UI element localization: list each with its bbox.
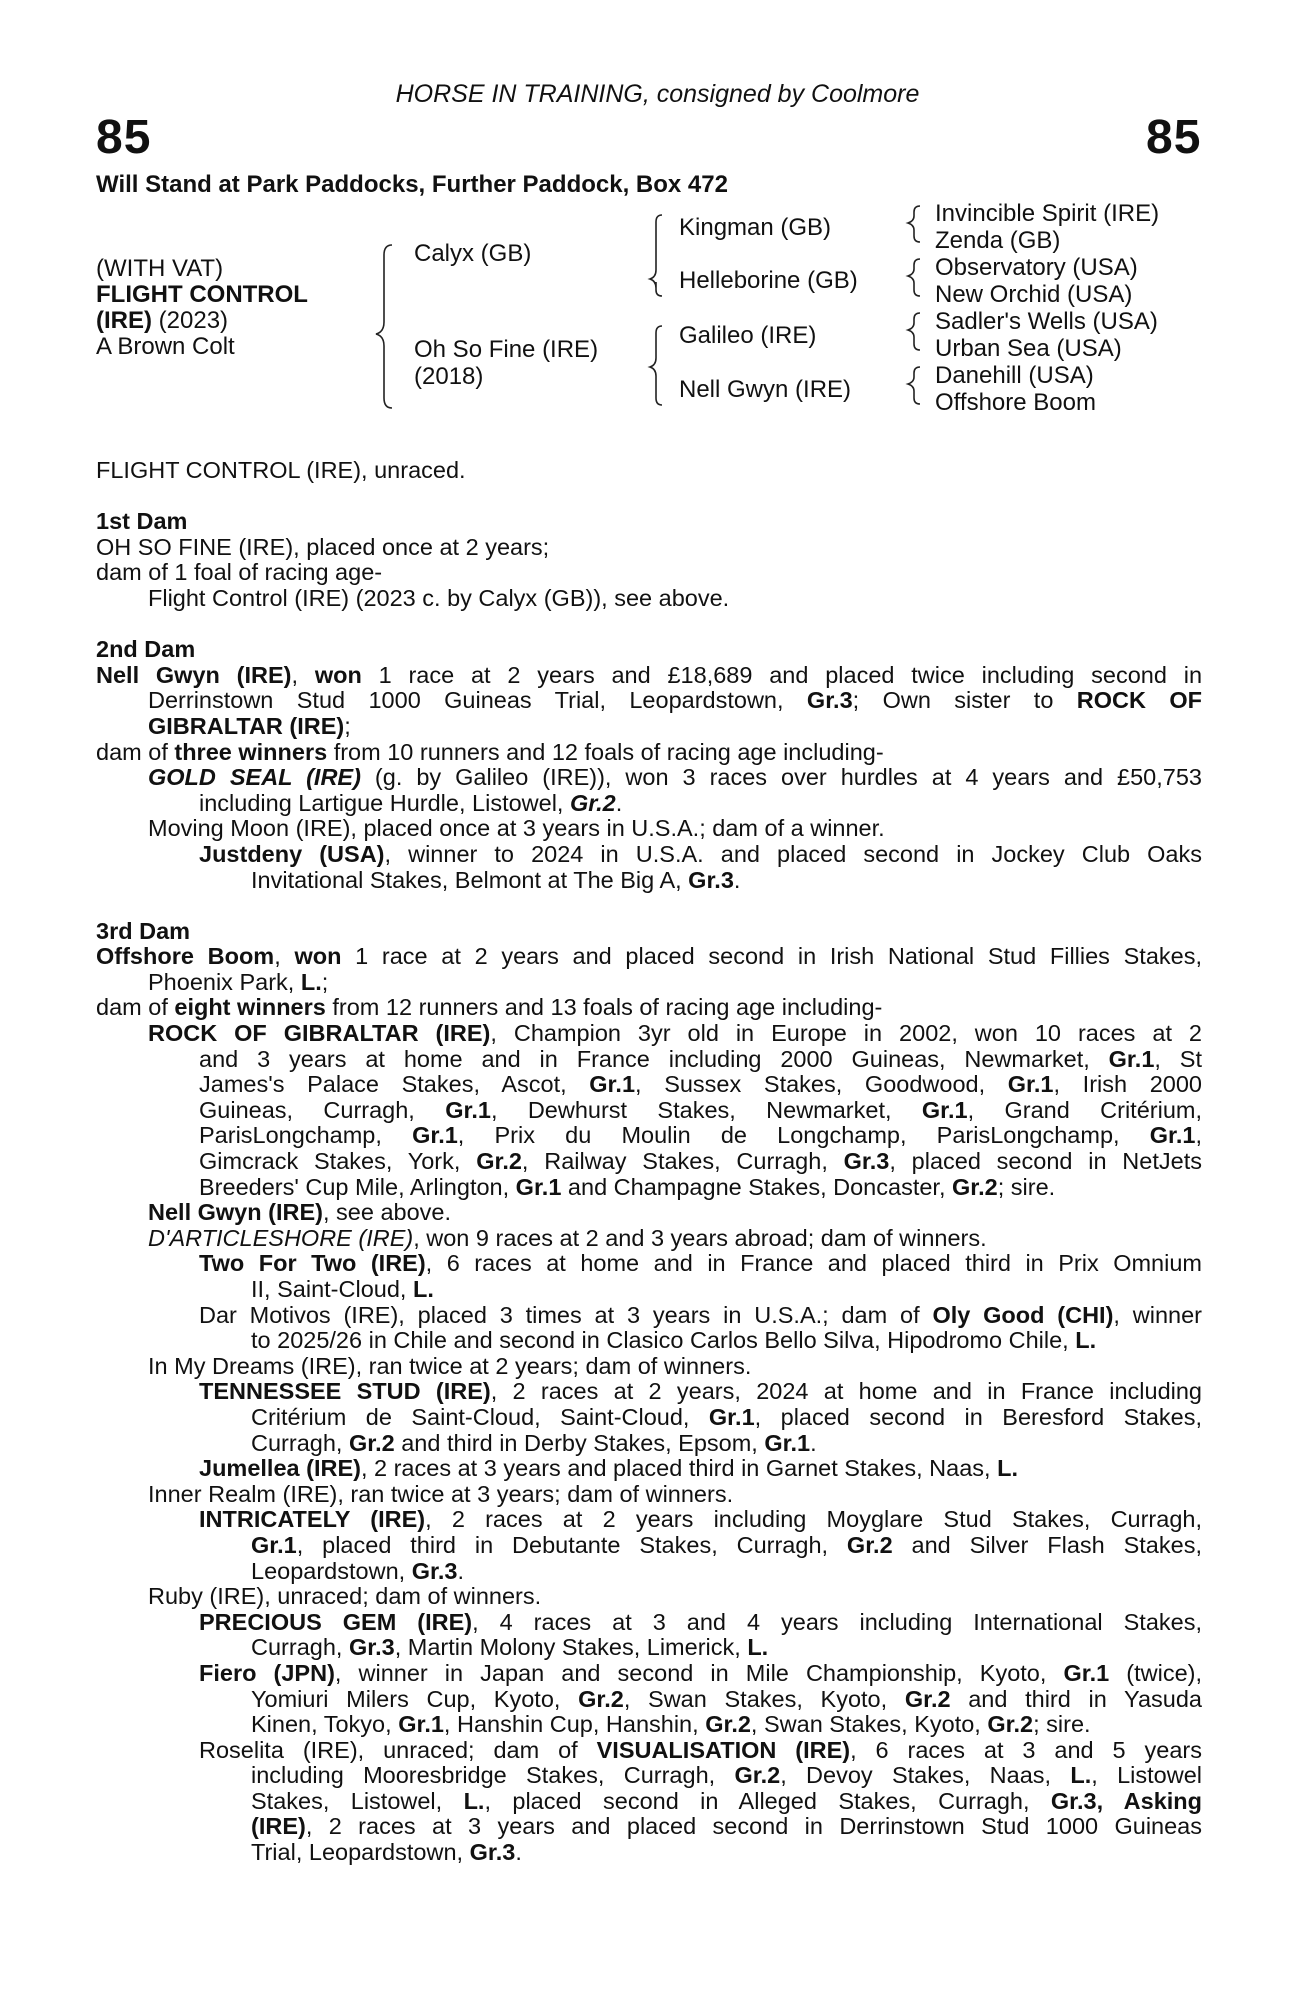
text: Derrinstown Stud 1000 Guineas Trial, Leopardstown,	[148, 687, 807, 714]
progeny-line	[96, 1226, 1202, 1252]
progeny-line	[96, 1431, 1202, 1457]
grade: Gr.3	[806, 687, 853, 714]
text: ;	[344, 712, 351, 739]
text: 1 race at 2 years and placed second in Irish National Stud Fillies Stakes,	[341, 943, 1203, 970]
third-dam-name: Offshore Boom	[96, 943, 275, 970]
dam-sire: Galileo (IRE)	[679, 322, 817, 349]
text-run: .	[810, 1429, 817, 1456]
text-run: Gr.2	[476, 1148, 522, 1175]
text-run: Two For Two (IRE)	[199, 1250, 426, 1277]
text-run: Gr.1	[1063, 1659, 1110, 1686]
text-run: Gr.1	[251, 1531, 297, 1558]
text-run: , see above.	[322, 1199, 452, 1226]
text-run: , Dewhurst Stakes, Newmarket,	[490, 1096, 922, 1123]
text-run: and third in Yasuda	[950, 1685, 1202, 1712]
second-dam-line	[96, 740, 1202, 766]
text-run: , won 9 races at 2 and 3 years abroad; dam of winners.	[413, 1224, 987, 1251]
text-run: PRECIOUS GEM (IRE)	[199, 1608, 473, 1635]
second-dam-line	[96, 714, 1202, 740]
text-run: Curragh,	[251, 1634, 349, 1661]
text-run: , winner	[1113, 1301, 1202, 1328]
text-run: , St	[1154, 1045, 1202, 1072]
text-run: , Prix du Moulin de Longchamp, ParisLongchamp,	[457, 1122, 1150, 1149]
text-run: Gr.2	[846, 1531, 893, 1558]
progeny-line	[96, 765, 1202, 791]
g3-ancestor: Sadler's Wells (USA)	[935, 308, 1158, 335]
sire-dam: Helleborine (GB)	[679, 267, 858, 294]
text-run: Gr.1	[589, 1071, 636, 1098]
dam-dam: Nell Gwyn (IRE)	[679, 376, 852, 403]
progeny-line	[96, 1456, 1202, 1482]
text-run: Gimcrack Stakes, York,	[199, 1148, 477, 1175]
progeny-line	[96, 1789, 1202, 1815]
text-run: , Railway Stakes, Curragh,	[521, 1148, 844, 1175]
text-run: Gr.3	[843, 1148, 890, 1175]
progeny-line	[96, 1072, 1202, 1098]
brace-dam	[650, 326, 662, 405]
progeny-line: Ruby (IRE), unraced; dam of winners.	[148, 1583, 542, 1610]
text-run: , 2 races at 3 years and placed second in Derrinstown Stud 1000 Guineas	[305, 1813, 1202, 1840]
third-dam-line	[96, 995, 1202, 1021]
text-run: Yomiuri Milers Cup, Kyoto,	[251, 1685, 579, 1712]
third-dam-line	[96, 970, 1202, 996]
won-label: won	[294, 943, 342, 970]
progeny-line	[96, 1610, 1202, 1636]
text-run: Gr.2	[348, 1429, 395, 1456]
progeny-line	[96, 1840, 1202, 1866]
text-run: Gr.2	[734, 1762, 781, 1789]
progeny-line	[96, 791, 1202, 817]
g3-ancestor: Urban Sea (USA)	[935, 335, 1122, 362]
progeny-line	[96, 1251, 1202, 1277]
text: .	[733, 866, 741, 893]
text-run: (IRE)	[251, 1813, 306, 1840]
text-run: , winner in Japan and second in Mile Championship, Kyoto,	[334, 1659, 1064, 1686]
progeny-line	[96, 1559, 1202, 1585]
text-run: Critérium de Saint-Cloud, Saint-Cloud,	[251, 1403, 709, 1430]
text-run: Gr.3	[411, 1557, 458, 1584]
text-run: Guineas, Curragh,	[199, 1096, 446, 1123]
text-run: Trial, Leopardstown,	[251, 1839, 470, 1866]
text: , winner to 2024 in U.S.A. and placed second in Jockey Club Oaks	[384, 840, 1203, 867]
lot-number-right: 85	[1146, 111, 1202, 164]
text-run: Gr.1	[921, 1096, 968, 1123]
text-run: Gr.2	[904, 1685, 951, 1712]
progeny-line	[96, 1149, 1202, 1175]
horse-name: Justdeny (USA)	[199, 840, 385, 867]
text-run: Stakes, Listowel,	[251, 1787, 464, 1814]
g3-ancestor: Danehill (USA)	[935, 362, 1094, 389]
progeny-line	[96, 1021, 1202, 1047]
second-dam-line	[96, 688, 1202, 714]
horse-link: GIBRALTAR (IRE)	[148, 712, 345, 739]
text-run: and third in Derby Stakes, Epsom,	[394, 1429, 765, 1456]
page-header: HORSE IN TRAINING, consigned by Coolmore	[395, 80, 920, 108]
vat-note: (WITH VAT)	[96, 255, 224, 282]
text-run: , Sussex Stakes, Goodwood,	[635, 1071, 1008, 1098]
text-run: and Silver Flash Stakes,	[892, 1531, 1202, 1558]
text-run: , Devoy Stakes, Naas,	[780, 1762, 1071, 1789]
brace-sire	[650, 215, 662, 296]
text-run: Jumellea (IRE)	[199, 1455, 361, 1482]
text: , Champion 3yr old in Europe in 2002, won 10 races at 2	[490, 1020, 1202, 1047]
text-run: , Swan Stakes, Kyoto,	[623, 1685, 905, 1712]
first-dam-line: dam of 1 foal of racing age-	[96, 559, 383, 586]
text-run: VISUALISATION (IRE)	[596, 1736, 851, 1763]
progeny-line	[96, 1379, 1202, 1405]
third-dam-heading: 3rd Dam	[96, 917, 191, 944]
text-run: Nell Gwyn (IRE)	[148, 1199, 323, 1226]
progeny-line	[96, 1763, 1202, 1789]
second-dam-heading: 2nd Dam	[96, 636, 196, 663]
text-run: L.	[412, 1276, 434, 1302]
text-run: and Champagne Stakes, Doncaster,	[561, 1173, 953, 1200]
text-run: INTRICATELY (IRE)	[199, 1506, 426, 1533]
text-run: Gr.1	[412, 1122, 458, 1149]
progeny-line	[96, 1098, 1202, 1124]
progeny-line	[96, 1738, 1202, 1764]
text-run: Gr.3	[348, 1634, 395, 1661]
text: dam of	[96, 738, 175, 765]
text-run: , 6 races at home and in France and placed third in Prix Omnium	[425, 1250, 1202, 1277]
text-run: Gr.1	[445, 1096, 491, 1123]
third-dam-line: Offshore Boom, won 1 race at 2 years and placed second in Irish National Stud Fillies Stakes,	[96, 943, 1203, 970]
text-run: , 4 races at 3 and 4 years including International Stakes,	[472, 1608, 1202, 1635]
progeny-line	[96, 1175, 1202, 1201]
text-run: ; sire.	[1033, 1711, 1091, 1738]
brace-g3-3	[908, 313, 920, 350]
progeny-line	[96, 1635, 1202, 1661]
text-run: Fiero (JPN)	[199, 1659, 335, 1686]
text-run: Dar Motivos (IRE), placed 3 times at 3 years in U.S.A.; dam of	[199, 1301, 933, 1328]
race-record-intro: FLIGHT CONTROL (IRE), unraced.	[96, 457, 466, 483]
stand-location: Will Stand at Park Paddocks, Further Paddock, Box 472	[96, 171, 728, 198]
text-run: , placed third in Debutante Stakes, Curragh,	[296, 1531, 847, 1558]
progeny-line	[96, 1712, 1202, 1738]
text-run: , 2 races at 3 years and placed third in Garnet Stakes, Naas,	[360, 1455, 998, 1482]
progeny-line	[96, 1405, 1202, 1431]
brace-g3-4	[908, 367, 920, 404]
text-run: Gr.1	[1108, 1045, 1155, 1072]
progeny-line: Inner Realm (IRE), ran twice at 3 years; dam of winners.	[148, 1480, 734, 1507]
g3-ancestor: Observatory (USA)	[935, 254, 1138, 281]
text-run: , 6 races at 3 and 5 years	[850, 1736, 1202, 1763]
text-run: , Irish 2000	[1053, 1071, 1202, 1098]
second-dam-name: Nell Gwyn (IRE)	[96, 661, 292, 688]
g3-ancestor: Invincible Spirit (IRE)	[935, 200, 1160, 227]
g3-ancestor: Zenda (GB)	[935, 227, 1061, 254]
text: 1 race at 2 years and £18,689 and placed twice including second in	[361, 661, 1203, 688]
g3-ancestor: New Orchid (USA)	[935, 281, 1133, 308]
progeny-line	[96, 1123, 1202, 1149]
text-run: Oly Good (CHI)	[932, 1301, 1114, 1328]
text-run: Breeders' Cup Mile, Arlington,	[199, 1173, 516, 1200]
text: from 10 runners and 12 foals of racing age including-	[327, 738, 884, 765]
text-run: Gr.1	[398, 1711, 444, 1738]
text-run: , Swan Stakes, Kyoto,	[750, 1711, 988, 1738]
text-run: ,	[1195, 1122, 1202, 1149]
text: including Lartigue Hurdle, Listowel,	[199, 789, 570, 816]
text-run: Gr.1	[764, 1429, 811, 1456]
horse-name: ROCK OF GIBRALTAR (IRE)	[148, 1020, 491, 1047]
text: Phoenix Park,	[148, 968, 301, 995]
text-run: ParisLongchamp,	[199, 1122, 413, 1149]
grade: L.	[300, 968, 322, 995]
text-run: L.	[997, 1455, 1018, 1482]
text-run: (twice),	[1109, 1659, 1202, 1686]
text-run: Leopardstown,	[251, 1557, 412, 1584]
text-run: Roselita (IRE), unraced; dam of	[199, 1736, 597, 1763]
text-run: , placed second in NetJets	[889, 1148, 1202, 1175]
text-run: Gr.1	[1149, 1122, 1196, 1149]
catalogue-text	[96, 458, 1202, 1866]
progeny-line: Moving Moon (IRE), placed once at 3 years in U.S.A.; dam of a winner.	[148, 815, 885, 842]
lot-number-left: 85	[96, 111, 152, 164]
text-run: , 2 races at 2 years, 2024 at home and in France including	[490, 1378, 1203, 1405]
dam-name: Oh So Fine (IRE)	[414, 336, 599, 363]
text-run: TENNESSEE STUD (IRE)	[199, 1378, 491, 1405]
text-run: .	[515, 1839, 522, 1866]
winners-count: three winners	[174, 738, 328, 765]
text: (g. by Galileo (IRE)), won 3 races over hurdles at 4 years and £50,753	[360, 764, 1202, 791]
progeny-line	[96, 1303, 1202, 1329]
grade: Gr.2	[570, 789, 616, 816]
progeny-line	[96, 1047, 1202, 1073]
text-run: , Martin Molony Stakes, Limerick,	[394, 1634, 748, 1661]
horse-name: GOLD SEAL (IRE)	[148, 764, 361, 791]
text-run: , 2 races at 2 years including Moyglare Stud Stakes, Curragh,	[425, 1506, 1202, 1533]
text-run: , Grand Critérium,	[967, 1096, 1202, 1123]
horse-year: (2023)	[152, 307, 229, 334]
text-run: , placed second in Beresford Stakes,	[754, 1403, 1203, 1430]
text-run: , Hanshin Cup, Hanshin,	[443, 1711, 706, 1738]
text-run: Kinen, Tokyo,	[251, 1711, 399, 1738]
text-run: to 2025/26 in Chile and second in Clasico Carlos Bello Silva, Hipodromo Chile,	[251, 1327, 1076, 1354]
text: from 12 runners and 13 foals of racing age including-	[325, 994, 883, 1021]
horse-name: FLIGHT CONTROL	[96, 281, 308, 308]
text-run: II, Saint-Cloud,	[251, 1276, 413, 1302]
won-label: won	[314, 661, 362, 688]
text-run: Gr.2	[987, 1711, 1034, 1738]
text-run: , Listowel	[1091, 1762, 1202, 1789]
second-dam-line: Nell Gwyn (IRE), won 1 race at 2 years and £18,689 and placed twice including second in	[96, 661, 1203, 688]
sire-name: Calyx (GB)	[414, 240, 532, 267]
progeny-line	[96, 1814, 1202, 1840]
grade: Gr.3	[688, 866, 734, 893]
progeny-line	[96, 1661, 1202, 1687]
dam-year: (2018)	[414, 363, 484, 390]
text-run: Gr.2	[705, 1711, 751, 1738]
progeny-line	[96, 1507, 1202, 1533]
progeny-line	[96, 1200, 1202, 1226]
brace-g3-2	[908, 259, 920, 296]
text-run: D'ARTICLESHORE (IRE)	[148, 1224, 414, 1251]
text-run: Gr.1	[515, 1173, 562, 1200]
text-run: James's Palace Stakes, Ascot,	[199, 1071, 590, 1098]
progeny-line	[96, 842, 1202, 868]
text-run: L.	[463, 1787, 485, 1814]
text-run: and 3 years at home and in France including 2000 Guineas, Newmarket,	[199, 1045, 1109, 1072]
progeny-line	[96, 868, 1202, 894]
sire-sire: Kingman (GB)	[679, 214, 832, 241]
text-run: L.	[747, 1634, 769, 1661]
horse-link: ROCK OF	[1076, 687, 1203, 714]
text-run: , placed second in Alleged Stakes, Curragh,	[484, 1787, 1051, 1814]
brace-parents	[376, 245, 392, 408]
text: dam of	[96, 994, 175, 1021]
text: ;	[321, 968, 329, 995]
text-run: .	[457, 1557, 464, 1584]
winners-count: eight winners	[174, 994, 326, 1021]
text-run: ; sire.	[997, 1173, 1056, 1200]
text-run: Curragh,	[251, 1429, 349, 1456]
horse-origin: (IRE)	[96, 307, 152, 334]
horse-description: A Brown Colt	[96, 333, 235, 360]
text-run: L.	[1070, 1762, 1092, 1789]
first-dam-foal: Flight Control (IRE) (2023 c. by Calyx (GB)), see above.	[148, 584, 730, 611]
progeny-line: In My Dreams (IRE), ran twice at 2 years; dam of winners.	[148, 1352, 752, 1379]
progeny-line	[96, 1328, 1202, 1354]
text: ; Own sister to	[852, 687, 1077, 714]
first-dam-heading: 1st Dam	[96, 508, 188, 535]
first-dam-line: OH SO FINE (IRE), placed once at 2 years;	[96, 533, 550, 560]
text-run: L.	[1075, 1327, 1097, 1354]
progeny-line	[96, 1277, 1202, 1303]
text: Invitational Stakes, Belmont at The Big A,	[251, 866, 689, 893]
text-run: Gr.2	[578, 1685, 624, 1712]
text-run: including Mooresbridge Stakes, Curragh,	[251, 1762, 735, 1789]
text: .	[615, 789, 623, 816]
progeny-line	[96, 1533, 1202, 1559]
text-run: Gr.1	[708, 1403, 755, 1430]
text-run: Gr.1	[1007, 1071, 1054, 1098]
brace-g3-1	[908, 206, 920, 242]
text-run: Gr.3, Asking	[1050, 1787, 1203, 1814]
text-run: Gr.3	[469, 1839, 516, 1866]
text-run: Gr.2	[952, 1173, 998, 1200]
g3-ancestor: Offshore Boom	[935, 389, 1096, 416]
progeny-line	[96, 1687, 1202, 1713]
